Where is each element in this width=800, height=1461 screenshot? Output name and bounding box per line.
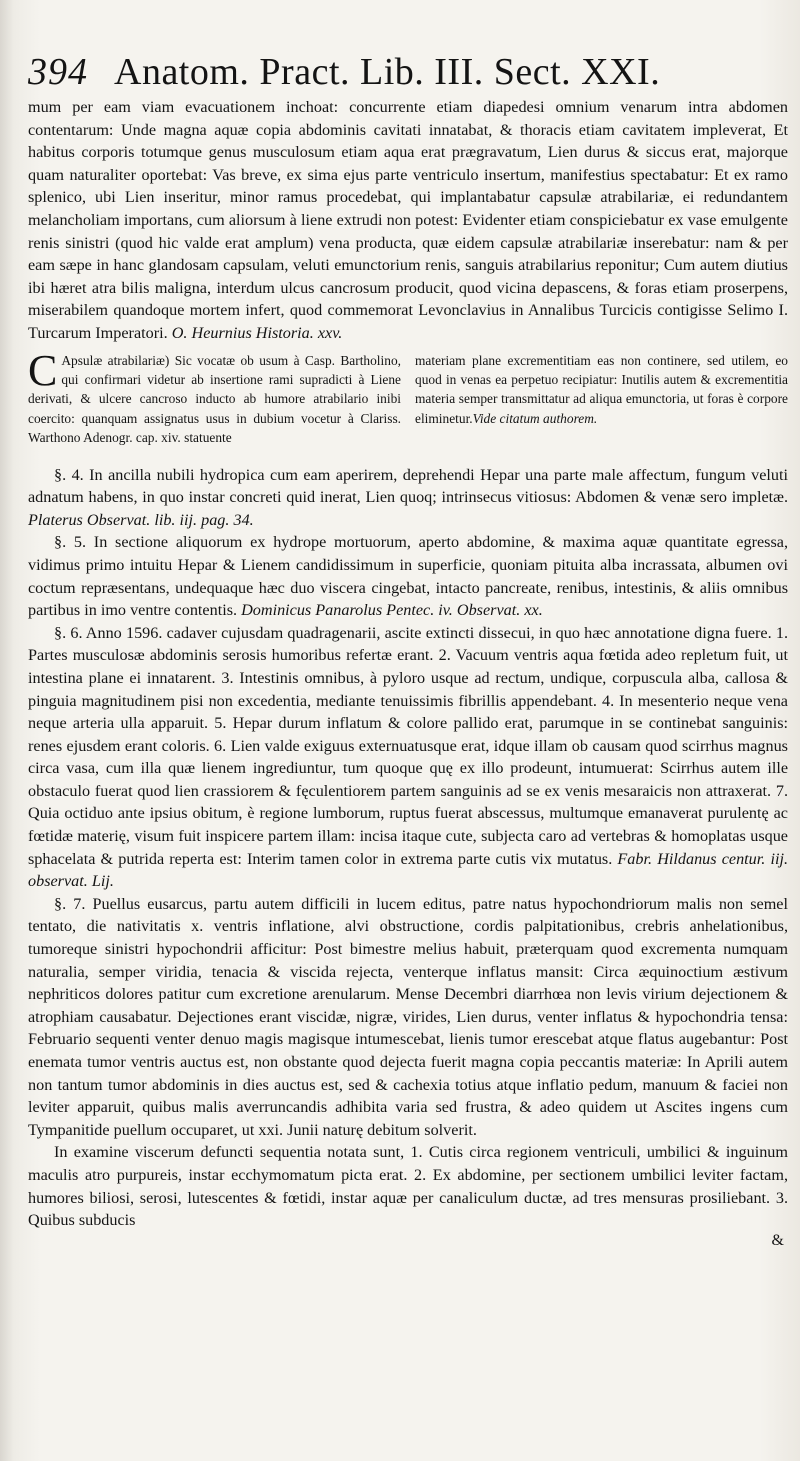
section-5-source: Dominicus Panarolus Pentec. iv. Observat. xx. bbox=[241, 601, 543, 620]
drop-cap: C bbox=[28, 345, 58, 395]
running-head: Anatom. Pract. Lib. III. Sect. XXI. bbox=[114, 51, 661, 93]
section-7-examination bbox=[28, 1141, 788, 1231]
paragraph-text: mum per eam viam evacuationem inchoat: concurrente etiam diapedesi omnium venarum intra abdomen contentarum: Unde magna aquæ copia abdominis cavitati innatabat, & thoracis etiam cavitatem impleverat, Et habitus corporis totumque genus musculosum etiam aqua erat prægravatum, Lien durus & siccus erat, majorque quam naturaliter oportebat: Vas breve, ex sima ejus parte ventriculo insertum, manifestius spectabatur: Et ex ramo splenico, ubi Lien inseritur, minor ramus procedebat, qui implantabatur capsulæ atrabilariæ, ei redundantem melancholiam importans, cum aliorsum à liene extrudi non potest: Evidenter etiam conspiciebatur ex vase emulgente renis sinistri (quod hic valde erat amplum) vena producta, quæ eidem capsulæ atrabilariæ inserebatur: nam & per eam sæpe in hanc glandosam capsulam, veluti emunctorium renis, sanguis atrabilarius reponitur; Cum autem diutius ibi hæret atra bilis maligna, interdum ulcus cancrosum producit, quod vicina depascens, & foras etiam proserpens, miserabilem quandoque mortem infert, quod commemorat Levonclavius in Annalibus Turcicis contigisse Selimo I. Turcarum Imperatori. bbox=[28, 98, 788, 342]
section-4 bbox=[28, 464, 788, 532]
paragraph-continuation bbox=[28, 96, 788, 345]
examination-text: In examine viscerum defuncti sequentia notata sunt, 1. Cutis circa regionem ventriculi, umbilici & inguinum maculis atro purpureis, instar ecchymomatum picta erat. 2. Ex abdomine, per sectionem umbilici leviter factam, humores biliosi, serosi, lutescentes & fœtidi, instar aquæ per canaliculum ductæ, ad tres mensuras prosiliebant. 3. Quibus subducis bbox=[28, 1143, 788, 1230]
catchword: & bbox=[771, 1231, 784, 1249]
note-right-column bbox=[415, 351, 788, 448]
annotation-note bbox=[28, 345, 788, 448]
section-6-source: Fabr. Hildanus centur. iij. observat. Lij. bbox=[28, 849, 788, 891]
section-6-text: §. 6. Anno 1596. cadaver cujusdam quadragenarii, ascite extincti dissecui, in quo hæc annotatione digna fuere. 1. Partes musculosæ abdominis serosis humoribus refertæ erant. 2. Vacuum ventris aqua fœtida adeo repletum fuit, ut intestina plane ei innatarent. 3. Intestinis omnibus, à pyloro usque ad rectum, undique, corpuscula alba, callosa & pinguia magnitudinem pisi non excedentia, mediante tenuissimis fibrillis appendebant. 4. In mesenterio neque vena neque arteria ulla apparuit. 5. Hepar durum inflatum & colore pallido erat, parumque in se continebat sanguinis: renes ejusdem erant coloris. 6. Lien valde exiguus externuatusque erat, idque illam ob causam quod scirrhus magnus circa vasa, cum illa quæ lienem ingrediuntur, tum quoque quę ex illo prodeunt, intumuerat: Scirrhus autem ille obstaculo fuerat quod lien crassiorem & fęculentiorem partem sanguinis ad se ex venis mesaraicis non attraxerat. 7. Quia octiduo ante ipsius obitum, è regione lumborum, ruptus fuerat abscessus, multumque emanaverat purulentę ac fœtidæ materię, visum fuit inspicere partem illam: incisa itaque cute, subjecta caro ad vertebras & homoplatas usque sphacelata & putrida reperta est: Interim tamen color in extrema parte cutis vix mutatus. bbox=[28, 623, 788, 868]
section-6 bbox=[28, 622, 788, 893]
section-7 bbox=[28, 893, 788, 1142]
note-source: Vide citatum authorem. bbox=[472, 410, 598, 426]
note-left-text: Apsulæ atrabilariæ) Sic vocatæ ob usum à Casp. Bartholino, qui confirmari videtur ab insertione rami supradicti à Liene derivati, & ulcere cancroso inducto ab humore atrabilario inibi coercito: quanquam assignatus usus in dubium vocetur à Clariss. Warthono Adenogr. cap. xiv. statuente bbox=[28, 352, 401, 446]
page-number: 394 bbox=[28, 51, 88, 93]
note-left-column bbox=[28, 345, 401, 448]
note-right-text: materiam plane excrementitiam eas non continere, sed utilem, eo quod in venas ea perpetuo recipiatur: Inutilis autem & excrementitia materia semper transmittatur ad aliqua emunctoria, ut foras è corpore eliminetur. bbox=[415, 352, 788, 426]
page-header bbox=[28, 50, 788, 96]
source-citation: O. Heurnius Historia. xxv. bbox=[171, 323, 343, 342]
section-5-text: §. 5. In sectione aliquorum ex hydrope mortuorum, aperto abdomine, & maxima aquæ quantitate egressa, vidimus primo intuitu Hepar & Lienem candidissimum in superficie, quoniam pituita alba incrassata, albumen ovi coctum repræsentans, undequaque hæc duo viscera cingebat, intacto pancreate, renibus, intestinis, & aliis omnibus partibus in imo ventre contentis. bbox=[28, 533, 788, 620]
section-4-source: Platerus Observat. lib. iij. pag. 34. bbox=[28, 510, 254, 529]
section-7-text: §. 7. Puellus eusarcus, partu autem difficili in lucem editus, patre natus hypochondriorum malis non semel tentato, die nativitatis x. ventris inflatione, alvi obstructione, cordis palpitationibus, crebris anhelationibus, tumoreque sinistri hypochondrii afficitur: Post bimestre melius habuit, præterquam quod excrementa numquam naturalia, semper viridia, tenacia & viscida rejecta, venterque inflatus mansit: Circa æquinoctium æstivum nephriticos dolores patitur cum excretione arenularum. Mense Decembri diarrhœa non levis virium dejectionem & atrophiam causabatur. Dejectiones erant viscidæ, nigræ, virides, Lien durus, venter inflatus & hypochondria tensa: Februario sequenti venter denuo magis magisque intumescebat, lienis tumor erescebat atque flatus augebantur: Post enemata tumor ventris auctus est, non obstante quod dejecta fuerit magna copia peccantis materiæ: In Aprili autem non tantum tumor abdominis in dies auctus est, sed & cachexia totius atque inflatio pedum, manuum & faciei non leviter apparuit, quibus malis averruncandis adhibita varia sed frustra, & adeo quidem ut Ascites ingens cum Tympanitide puellum occuparet, ut xxi. Junii naturę debitum solverit. bbox=[28, 894, 788, 1139]
section-4-text: §. 4. In ancilla nubili hydropica cum eam aperirem, deprehendi Hepar una parte male affectum, fungum veluti adnatum habens, in quo instar concreti quid inerat, Lien quoq; intrinsecus vitiosus: Abdomen & venæ sero impletæ. bbox=[28, 465, 788, 507]
section-5 bbox=[28, 531, 788, 621]
